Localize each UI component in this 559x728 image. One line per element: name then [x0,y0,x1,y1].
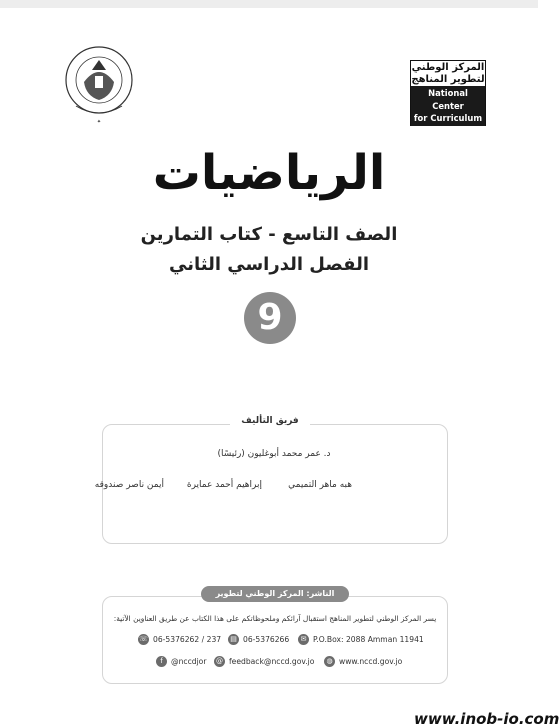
pobox-contact: ✉ P.O.Box: 2088 Amman 11941 [298,634,424,645]
facebook-contact[interactable]: f @nccdjor [156,656,206,667]
nccd-logo [410,60,486,136]
book-title: الرياضيات [152,145,386,201]
email-contact[interactable]: @ feedback@nccd.gov.jo [216,657,315,666]
website-contact[interactable]: ◍ www.nccd.gov.jo [324,656,402,667]
at-icon: @ [216,657,223,665]
top-edge-strip [0,0,538,8]
fax-icon: ▤ [228,634,239,645]
mail-icon: ✉ [298,634,309,645]
publisher-note: يسر المركز الوطني لتطوير المناهج استقبال آرائكم وملحوظاتكم على هذا الكتاب عن طريق العناوين الآتية: [113,614,437,623]
publisher-label: الناشر: المركز الوطني لتطوير المناهج [201,586,349,602]
fax-contact: ▤ 06-5376266 [228,634,289,645]
grade-subtitle: الصف التاسع - كتاب التمارين [140,224,398,245]
semester-subtitle: الفصل الدراسي الثاني [169,254,369,275]
phone-icon: ☏ [139,635,148,643]
logo-english-text: National Center for Curriculum Development [411,86,485,126]
authors-lead: د. عمر محمد أبوغليون (رئيسًا) [217,449,331,459]
author-member: إبراهيم أحمد عمايرة [186,480,262,490]
grade-badge: 9 [244,292,296,344]
logo-arabic-text: المركز الوطني لتطوير المناهج [411,62,485,85]
globe-icon: ◍ [324,656,335,667]
footer-url[interactable]: www.inob-io.com [414,710,559,728]
phone-contact: ☏ 06-5376262 / 237 [139,635,222,644]
author-member: أيمن ناصر صندوقه [94,480,164,490]
facebook-icon: f [156,656,167,667]
authors-label: فريق التأليف [230,416,310,426]
author-member: هبه ماهر التميمي [288,480,352,490]
svg-text:✦: ✦ [96,119,102,125]
ministry-emblem-icon [62,40,136,126]
